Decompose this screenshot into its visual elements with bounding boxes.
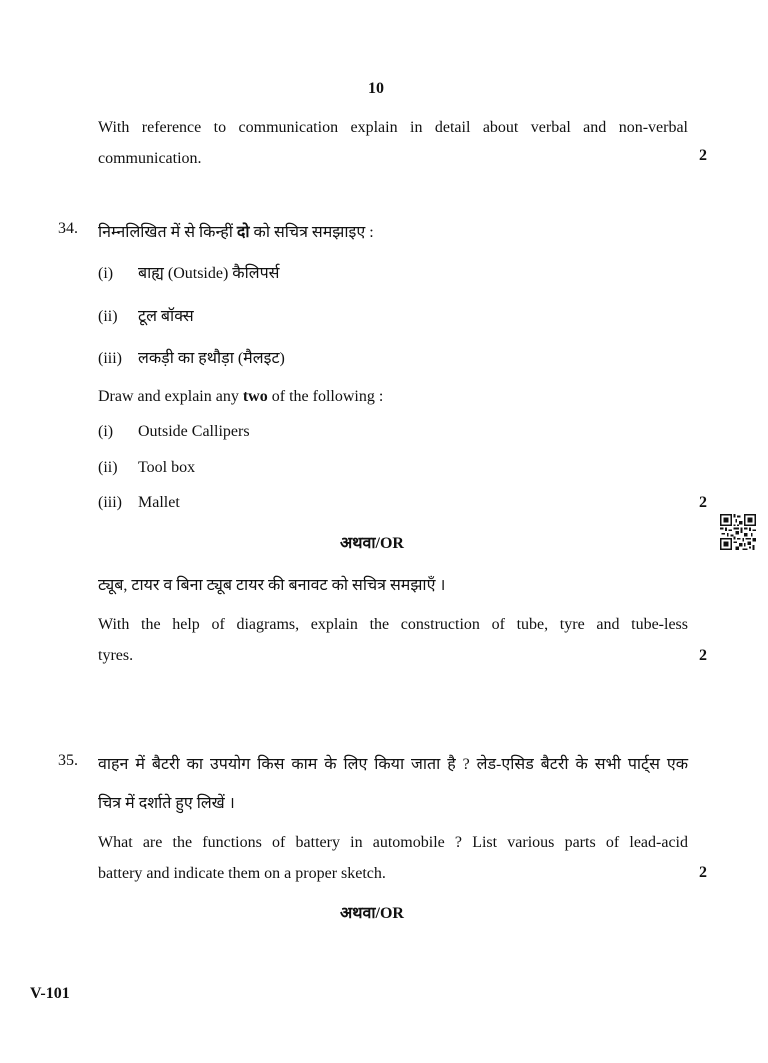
q34-english-item-text: Tool box [138, 459, 196, 476]
q34-hindi-item-text: लकड़ी का हथौड़ा (मैलइट) [138, 350, 285, 367]
q34-hindi-item-text: बाह्य (Outside) कैलिपर्स [138, 265, 280, 282]
q34-hindi-item-label: (ii) [98, 308, 118, 325]
q33-english-line2: communication. [98, 150, 202, 167]
q34-english-item-label: (iii) [98, 494, 122, 511]
or-heading: अथवा/OR [340, 535, 404, 552]
q34-hindi-item [98, 261, 280, 283]
q34-marks: 2 [699, 494, 707, 511]
footer-code: V-101 [30, 985, 70, 1002]
q34-or-hindi: ट्यूब, टायर व बिना ट्यूब टायर की बनावट को सचित्र समझाएँ । [98, 577, 446, 594]
q34-english-prompt-a: Draw and explain any [98, 388, 239, 405]
q34-english-item-text: Outside Callipers [138, 423, 250, 440]
q34-hindi-item [98, 346, 285, 368]
q35-hindi-line1: वाहन में बैटरी का उपयोग किस काम के लिए किया जाता है ? लेड-एसिड बैटरी के सभी पार्ट्स एक [98, 756, 688, 773]
q35-hindi-text [98, 745, 688, 823]
q34-english-prompt [98, 388, 383, 406]
q34-or-marks: 2 [699, 647, 707, 664]
q34-hindi-prompt-bold: दो [236, 224, 250, 241]
q35-english-line1: What are the functions of battery in automobile ? List various parts of lead-acid [98, 834, 688, 851]
q34-hindi-item [98, 304, 194, 326]
q35-english-line2: battery and indicate them on a proper sketch. [98, 865, 386, 882]
q34-english-prompt-bold: two [242, 388, 268, 405]
q34-or-english-line2: tyres. [98, 647, 134, 664]
q33-english-text [98, 112, 688, 174]
q35-hindi-line2: चित्र में दर्शाते हुए लिखें । [98, 795, 235, 812]
q34-english-item-label: (ii) [98, 459, 118, 476]
q33-marks: 2 [699, 147, 707, 164]
q34-english-item [98, 459, 195, 477]
q33-english-line1: With reference to communication explain in detail about verbal and non-verbal [98, 119, 688, 136]
q34-english-prompt-b: of the following : [271, 388, 384, 405]
q34-hindi-prompt-b: को सचित्र समझाइए : [253, 224, 374, 241]
q34-english-item [98, 423, 250, 441]
q34-hindi-prompt-a: निम्नलिखित में से किन्हीं [98, 224, 233, 241]
q35-number: 35. [58, 752, 78, 769]
q35-english-text [98, 827, 688, 889]
q34-or-english-line1: With the help of diagrams, explain the construction of tube, tyre and tube-less [98, 616, 688, 633]
page-number: 10 [368, 80, 384, 97]
q34-hindi-item-label: (i) [98, 265, 114, 282]
q34-hindi-prompt [98, 220, 374, 242]
or-heading: अथवा/OR [340, 905, 404, 922]
q34-number: 34. [58, 220, 78, 237]
q34-english-item-text: Mallet [138, 494, 180, 511]
q34-hindi-item-label: (iii) [98, 350, 122, 367]
q34-hindi-item-text: टूल बॉक्स [138, 308, 194, 325]
q34-english-item-label: (i) [98, 423, 114, 440]
q34-or-english-text [98, 609, 688, 671]
q35-marks: 2 [699, 864, 707, 881]
q34-english-item [98, 494, 180, 512]
